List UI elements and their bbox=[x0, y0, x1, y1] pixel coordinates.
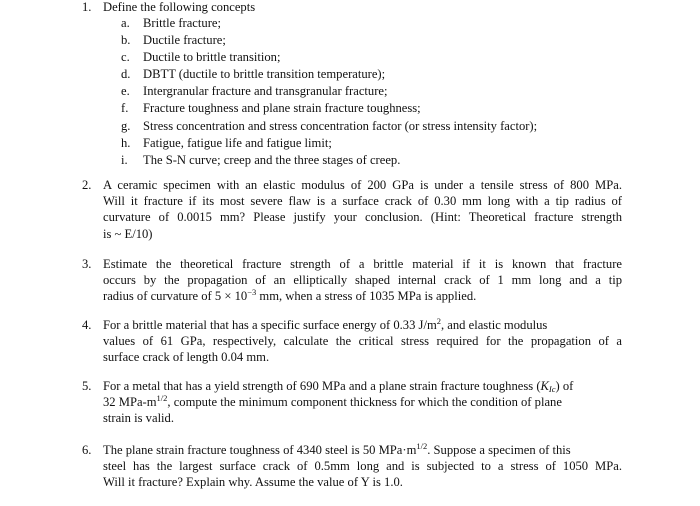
list-item bbox=[121, 100, 621, 117]
question-2-line: A ceramic specimen with an elastic modulus of 200 GPa is under a tensile stress of 800 MPa. bbox=[103, 178, 622, 192]
question-4-text: , and elastic modulus bbox=[440, 318, 548, 332]
question-5-text: 32 MPa-m bbox=[103, 395, 157, 410]
question-6-body bbox=[103, 442, 622, 491]
question-2-line: is ~ E/10) bbox=[103, 226, 153, 241]
concept-list bbox=[121, 15, 621, 169]
list-item-text: Brittle fracture; bbox=[143, 16, 221, 30]
question-2-line: curvature of 0.0015 mm? Please justify your conclusion. (Hint: Theoretical fracture strength bbox=[103, 210, 622, 225]
exponent: 2 bbox=[436, 316, 441, 326]
question-6-text: . Suppose a specimen of this bbox=[427, 443, 571, 457]
question-4-line: surface crack of length 0.04 mm. bbox=[103, 350, 270, 365]
list-item-text: DBTT (ductile to brittle transition temperature); bbox=[143, 67, 386, 82]
list-item bbox=[121, 15, 621, 32]
question-4-line bbox=[103, 317, 622, 333]
list-item-letter: g. bbox=[121, 118, 131, 133]
question-4-text: For a brittle material that has a specific surface energy of 0.33 J/m bbox=[103, 318, 437, 332]
list-item bbox=[121, 66, 621, 83]
list-item-text: Fatigue, fatigue life and fatigue limit; bbox=[143, 135, 332, 150]
question-5-line bbox=[103, 394, 622, 410]
list-item bbox=[121, 135, 621, 152]
question-2-body bbox=[103, 177, 622, 242]
question-3-text: radius of curvature of 5 × 10 bbox=[103, 289, 248, 304]
question-3-number: 3. bbox=[82, 257, 92, 271]
question-5-number: 5. bbox=[82, 379, 92, 393]
list-item bbox=[121, 152, 621, 169]
question-6-line: Will it fracture? Explain why. Assume the value of Y is 1.0. bbox=[103, 475, 403, 490]
exponent: 1/2 bbox=[156, 393, 168, 404]
exponent: 1/2 bbox=[416, 441, 428, 451]
list-item-letter: h. bbox=[121, 135, 131, 150]
list-item bbox=[121, 83, 621, 100]
list-item-letter: i. bbox=[121, 152, 128, 167]
question-4-line: values of 61 GPa, respectively, calculate the critical stress required for the propagation of a bbox=[103, 334, 622, 349]
list-item-text: Stress concentration and stress concentration factor (or stress intensity factor); bbox=[143, 118, 538, 133]
question-2 bbox=[82, 177, 622, 242]
subscript: Ic bbox=[548, 384, 556, 394]
question-6-text: The plane strain fracture toughness of 4340 steel is 50 MPa·m bbox=[103, 443, 417, 457]
list-item-text: Intergranular fracture and transgranular fracture; bbox=[143, 84, 388, 99]
question-5-line: strain is valid. bbox=[103, 411, 175, 426]
list-item bbox=[121, 118, 621, 135]
question-5-body bbox=[103, 378, 622, 427]
k-symbol: K bbox=[540, 379, 549, 393]
list-item-text: The S-N curve; creep and the three stages of creep. bbox=[143, 152, 401, 167]
exponent: −3 bbox=[247, 287, 257, 298]
list-item-text: Ductile fracture; bbox=[143, 33, 226, 48]
list-item-letter: f. bbox=[121, 101, 129, 116]
list-item-letter: c. bbox=[121, 50, 130, 65]
list-item bbox=[121, 49, 621, 66]
question-1 bbox=[0, 0, 700, 170]
question-3-line: occurs by the propagation of an elliptically shaped internal crack of 1 mm long and a tip bbox=[103, 273, 622, 288]
list-item-text: Fracture toughness and plane strain fracture toughness; bbox=[143, 101, 421, 116]
question-5-text: , compute the minimum component thickness for which the condition of plane bbox=[167, 395, 562, 410]
question-6-line bbox=[103, 442, 622, 458]
question-3 bbox=[82, 256, 622, 305]
question-3-line bbox=[103, 288, 622, 304]
question-3-text: mm, when a stress of 1035 MPa is applied. bbox=[256, 289, 477, 304]
question-5 bbox=[82, 378, 622, 427]
question-1-number: 1. bbox=[82, 0, 92, 14]
question-5-text: ) of bbox=[555, 379, 574, 393]
question-5-line bbox=[103, 378, 622, 394]
question-4 bbox=[82, 317, 622, 366]
list-item bbox=[121, 32, 621, 49]
question-4-number: 4. bbox=[82, 318, 92, 332]
list-item-letter: d. bbox=[121, 67, 131, 82]
question-6-line: steel has the largest surface crack of 0.5mm long and is subjected to a stress of 1050 MPa. bbox=[103, 459, 622, 474]
question-2-number: 2. bbox=[82, 178, 92, 192]
question-6-number: 6. bbox=[82, 443, 92, 457]
question-3-line: Estimate the theoretical fracture strength of a brittle material if it is known that fracture bbox=[103, 257, 622, 271]
list-item-letter: e. bbox=[121, 84, 130, 99]
list-item-letter: a. bbox=[121, 16, 130, 30]
question-6 bbox=[82, 442, 622, 491]
list-item-text: Ductile to brittle transition; bbox=[143, 50, 281, 65]
question-5-text: For a metal that has a yield strength of 690 MPa and a plane strain fracture toughness ( bbox=[103, 379, 541, 393]
question-3-body bbox=[103, 256, 622, 305]
question-4-body bbox=[103, 317, 622, 366]
list-item-letter: b. bbox=[121, 33, 131, 48]
question-2-line: Will it fracture if its most severe flaw is a surface crack of 0.30 mm long with a tip radius of bbox=[103, 194, 622, 209]
question-1-title: Define the following concepts bbox=[103, 0, 256, 14]
